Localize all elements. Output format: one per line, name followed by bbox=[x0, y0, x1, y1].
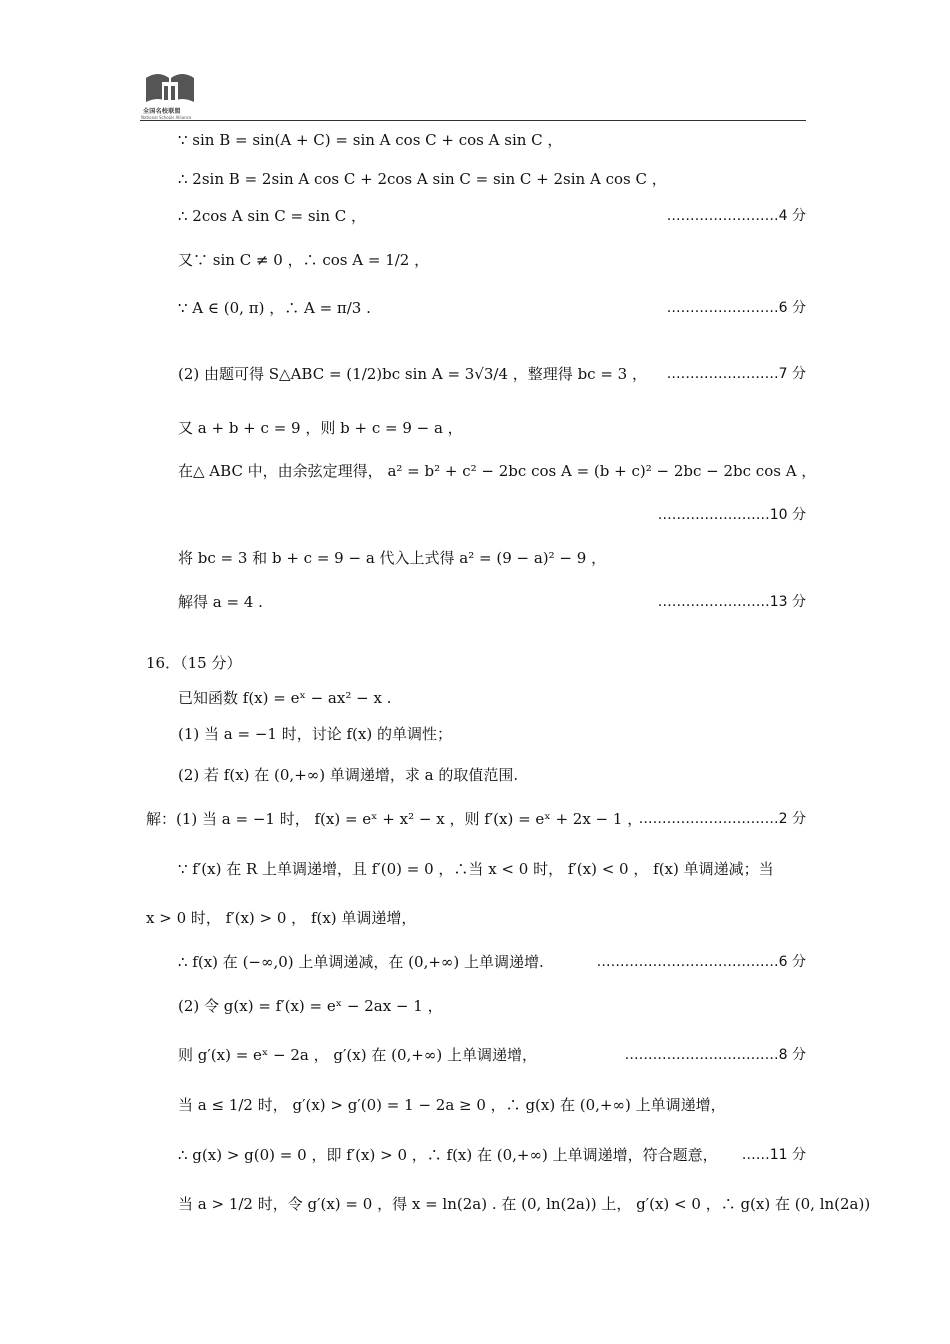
score-marker: ……………………4 分 bbox=[666, 208, 806, 224]
score-marker: ……………………………8 分 bbox=[624, 1047, 806, 1063]
text-line: 又 a + b + c = 9 ，则 b + c = 9 − a ， bbox=[178, 419, 463, 437]
text-line: 解：(1) 当 a = −1 时， f(x) = eˣ + x² − x ，则 f′(x) = eˣ + 2x − 1 ， bbox=[146, 810, 643, 828]
score-marker: ……………………7 分 bbox=[666, 366, 806, 382]
text-line: (1) 当 a = −1 时，讨论 f(x) 的单调性； bbox=[178, 725, 452, 743]
text-line: ∵ sin B = sin(A + C) = sin A cos C + cos A sin C ， bbox=[178, 131, 563, 149]
text-line: 已知函数 f(x) = eˣ − ax² − x . bbox=[178, 689, 392, 707]
text-line: 在△ ABC 中，由余弦定理得， a² = b² + c² − 2bc cos A = (b + c)² − 2bc − 2bc cos A ， bbox=[178, 462, 817, 480]
score-marker: ……………………13 分 bbox=[657, 594, 806, 610]
text-line: (2) 令 g(x) = f′(x) = eˣ − 2ax − 1 ， bbox=[178, 997, 443, 1015]
text-line: x > 0 时， f′(x) > 0 ， f(x) 单调递增， bbox=[146, 909, 417, 927]
score-marker: ……11 分 bbox=[741, 1147, 806, 1163]
score-marker: …………………………2 分 bbox=[638, 811, 806, 827]
logo-name: 全国名校联盟 bbox=[143, 108, 181, 115]
text-line: ∵ A ∈ (0, π) ，∴ A = π/3 . bbox=[178, 299, 371, 317]
score-marker: …………………………………6 分 bbox=[596, 954, 806, 970]
logo-subtitle: National Schools Alliance bbox=[141, 115, 192, 120]
question-number: 16．（15 分） bbox=[146, 654, 242, 672]
text-line: (2) 由题可得 S△ABC = (1/2)bc sin A = 3√3/4 ，整理得 bc = 3 ， bbox=[178, 365, 647, 383]
text-line: ∴ f(x) 在 (−∞,0) 上单调递减，在 (0,+∞) 上单调递增. bbox=[178, 953, 544, 971]
header-divider bbox=[140, 120, 806, 121]
text-line: 将 bc = 3 和 b + c = 9 − a 代入上式得 a² = (9 − a)² − 9 ， bbox=[178, 549, 607, 567]
text-line: ∴ 2sin B = 2sin A cos C + 2cos A sin C = sin C + 2sin A cos C ， bbox=[178, 170, 667, 188]
text-line: 则 g′(x) = eˣ − 2a ， g′(x) 在 (0,+∞) 上单调递增， bbox=[178, 1046, 537, 1064]
text-line: ∴ g(x) > g(0) = 0 ，即 f′(x) > 0 ，∴ f(x) 在 (0,+∞) 上单调递增，符合题意， bbox=[178, 1146, 718, 1164]
score-marker: ……………………10 分 bbox=[657, 507, 806, 523]
text-line: 又∵ sin C ≠ 0 ，∴ cos A = 1/2 ， bbox=[178, 251, 430, 269]
text-line: ∵ f′(x) 在 R 上单调递增，且 f′(0) = 0 ，∴当 x < 0 时， f′(x) < 0 ， f(x) 单调递减；当 bbox=[178, 860, 774, 878]
text-line: (2) 若 f(x) 在 (0,+∞) 单调递增，求 a 的取值范围. bbox=[178, 766, 519, 784]
text-line: ∴ 2cos A sin C = sin C ， bbox=[178, 207, 367, 225]
score-marker: ……………………6 分 bbox=[666, 300, 806, 316]
text-line: 解得 a = 4 . bbox=[178, 593, 263, 611]
text-line: 当 a ≤ 1/2 时， g′(x) > g′(0) = 1 − 2a ≥ 0 ，∴ g(x) 在 (0,+∞) 上单调递增， bbox=[178, 1096, 726, 1114]
text-line: 当 a > 1/2 时，令 g′(x) = 0 ，得 x = ln(2a) . 在 (0, ln(2a)) 上， g′(x) < 0 ，∴ g(x) 在 (0, ln(2a)) bbox=[178, 1195, 871, 1213]
